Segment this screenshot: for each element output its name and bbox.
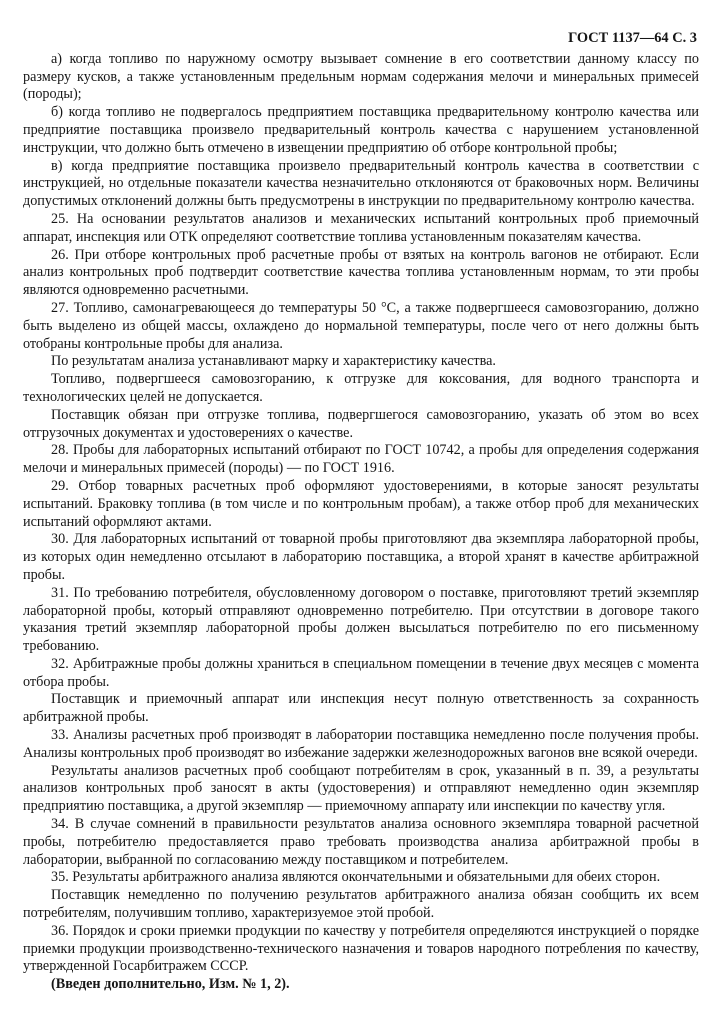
paragraph-subitem-a: а) когда топливо по наружному осмотру вызывает сомнение в его соответствии данному классу по размеру кусков, а также установленным предельным нормам содержания мелочи и минеральных примесей (породы); bbox=[23, 50, 699, 103]
paragraph-32-responsibility: Поставщик и приемочный аппарат или инспекция несут полную ответственность за сохранность арбитражной пробы. bbox=[23, 691, 699, 726]
paragraph-subitem-v: в) когда предприятие поставщика произвело предварительный контроль качества в соответствии с инструкцией, но отдельные показатели качества незначительно отклоняются от браковочных норм. Величины допустимых отклонений должны быть предусмотрены в инструкции по предварительному контролю качества. bbox=[23, 157, 699, 210]
paragraph-36: 36. Порядок и сроки приемки продукции по качеству у потребителя определяются инструкцией о порядке приемки продукции производственно-технического назначения и товаров народного потребления по качеству, утвержденной Госарбитражем СССР. bbox=[23, 922, 699, 975]
page-header: ГОСТ 1137—64 С. 3 bbox=[568, 30, 697, 46]
paragraph-35: 35. Результаты арбитражного анализа являются окончательными и обязательными для обеих сторон. bbox=[51, 869, 661, 886]
paragraph-34: 34. В случае сомнений в правильности результатов анализа основного экземпляра товарной расчетной пробы, потребителю предоставляется право требовать производства анализа арбитражной пробы в лаборатории, выбранной по согласованию между поставщиком и потребителем. bbox=[23, 816, 699, 868]
paragraph-33-results: Результаты анализов расчетных проб сообщают потребителям в срок, указанный в п. 39, а результаты анализов контрольных проб заносят в акты (удостоверения) и отправляют немедленно один экземпляр предприятию поставщика, а другой экземпляр — приемочному аппарату или инспекции по качеству угля. bbox=[23, 762, 699, 815]
paragraph-27-restriction: Топливо, подвергшееся самовозгоранию, к отгрузке для коксования, для водного транспорта и технологических целей не допускается. bbox=[23, 371, 699, 405]
paragraph-25: 25. На основании результатов анализов и механических испытаний контрольных проб приемочный аппарат, инспекция или ОТК определяют соответствие топлива установленным показателям качества. bbox=[23, 210, 699, 245]
amendment-note: (Введен дополнительно, Изм. № 1, 2). bbox=[51, 976, 290, 993]
paragraph-35-notification: Поставщик немедленно по получению результатов арбитражного анализа обязан сообщить их всем потребителям, получившим топливо, характеризуемое этой пробой. bbox=[23, 887, 699, 922]
paragraph-27-supplier-duty: Поставщик обязан при отгрузке топлива, подвергшегося самовозгоранию, указать об этом во всех отгрузочных документах и удостоверениях о качестве. bbox=[23, 406, 699, 441]
paragraph-33: 33. Анализы расчетных проб производят в лаборатории поставщика немедленно после получения пробы. Анализы контрольных проб производят во избежание задержки железнодорожных вагонов вне всякой очереди. bbox=[23, 727, 699, 761]
paragraph-subitem-b: б) когда топливо не подвергалось предприятием поставщика предварительному контролю качества или предприятие поставщика произвело предварительный контроль качества с нарушением установленной инструкции, что должно быть отмечено в извещении предприятию об отборе контрольной пробы; bbox=[23, 104, 699, 156]
paragraph-28: 28. Пробы для лабораторных испытаний отбирают по ГОСТ 10742, а пробы для определения содержания мелочи и минеральных примесей (породы) — по ГОСТ 1916. bbox=[23, 442, 699, 477]
paragraph-32: 32. Арбитражные пробы должны храниться в специальном помещении в течение двух месяцев с момента отбора пробы. bbox=[23, 655, 699, 690]
paragraph-29: 29. Отбор товарных расчетных проб оформляют удостоверениями, в которые заносят результаты испытаний. Браковку топлива (в том числе и по контрольным пробам), а также отбор проб для механических испытаний оформляют актами. bbox=[23, 477, 699, 530]
paragraph-31: 31. По требованию потребителя, обусловленному договором о поставке, приготовляют третий экземпляр лабораторной пробы, который отправляют одновременно потребителю. При отсутствии в договоре такого указания третий экземпляр лабораторной пробы должен высылаться потребителю по его письменному требованию. bbox=[23, 584, 699, 655]
paragraph-30: 30. Для лабораторных испытаний от товарной пробы приготовляют два экземпляра лабораторной пробы, из которых один немедленно отсылают в лабораторию поставщика, а второй хранят в качестве арбитражной пробы. bbox=[23, 531, 699, 583]
document-body bbox=[23, 51, 699, 994]
paragraph-27-analysis: По результатам анализа устанавливают марку и характеристику качества. bbox=[51, 353, 496, 370]
paragraph-26: 26. При отборе контрольных проб расчетные пробы от взятых на контроль вагонов не отбирают. Если анализ контрольных проб подтвердит соответствие качества топлива установленным нормам, то эти пробы являются одновременно расчетными. bbox=[23, 246, 699, 299]
paragraph-27: 27. Топливо, самонагревающееся до температуры 50 °С, а также подвергшееся самовозгоранию, должно быть выделено из общей массы, охлаждено до нормальной температуры, после чего от него должны быть отобраны контрольные пробы для анализа. bbox=[23, 299, 699, 352]
